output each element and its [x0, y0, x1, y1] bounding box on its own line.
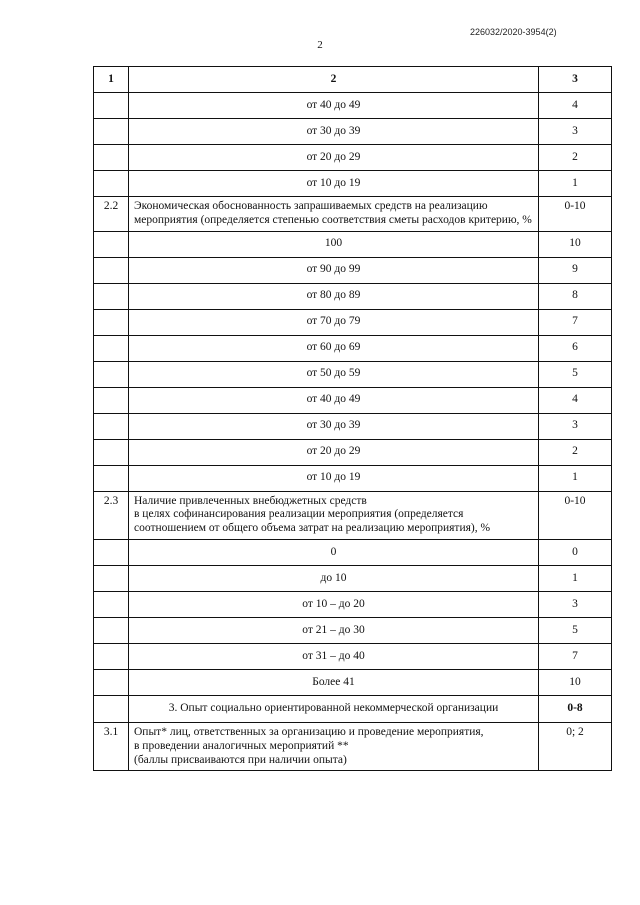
table-header-row	[94, 67, 612, 93]
score-cell: 2	[539, 439, 612, 465]
row-description-cell: от 40 до 49	[129, 93, 539, 119]
row-description-cell: от 30 до 39	[129, 413, 539, 439]
criterion-row	[94, 197, 612, 232]
description-line: в целях софинансирования реализации мероприятия (определяется соотношением от общего объема затрат на реализацию мероприятия), %	[134, 508, 491, 535]
row-description-cell: от 10 до 19	[129, 171, 539, 197]
score-cell: 2	[539, 145, 612, 171]
section-row	[94, 695, 612, 722]
score-cell: 7	[539, 643, 612, 669]
score-cell: 10	[539, 669, 612, 695]
row-description-cell: от 80 до 89	[129, 283, 539, 309]
score-cell: 0	[539, 539, 612, 565]
row-description-cell: от 60 до 69	[129, 335, 539, 361]
score-cell: 8	[539, 283, 612, 309]
row-description-cell: от 30 до 39	[129, 119, 539, 145]
score-cell: 0; 2	[539, 722, 612, 770]
row-description-cell: 0	[129, 539, 539, 565]
row-description-cell: до 10	[129, 565, 539, 591]
table-row	[94, 617, 612, 643]
row-number-cell	[94, 695, 129, 722]
table-row	[94, 361, 612, 387]
score-cell: 9	[539, 257, 612, 283]
row-description-cell: 100	[129, 231, 539, 257]
table-row	[94, 309, 612, 335]
row-number-cell	[94, 539, 129, 565]
row-description-cell: от 10 – до 20	[129, 591, 539, 617]
score-cell: 3	[539, 413, 612, 439]
row-description-cell: от 31 – до 40	[129, 643, 539, 669]
criterion-row	[94, 491, 612, 539]
score-cell: 7	[539, 309, 612, 335]
table-row	[94, 335, 612, 361]
row-description-cell	[129, 491, 539, 539]
row-number-cell	[94, 119, 129, 145]
column-header-1: 1	[94, 67, 129, 93]
row-number-cell	[94, 669, 129, 695]
document-id: 226032/2020-3954(2)	[470, 27, 557, 37]
row-number-cell	[94, 171, 129, 197]
page-number: 2	[317, 39, 323, 51]
table-row	[94, 413, 612, 439]
table-row	[94, 591, 612, 617]
row-number-cell	[94, 591, 129, 617]
row-number-cell: 3.1	[94, 722, 129, 770]
criteria-table-body	[94, 67, 612, 771]
row-number-cell	[94, 93, 129, 119]
row-description-cell: от 50 до 59	[129, 361, 539, 387]
row-number-cell	[94, 439, 129, 465]
table-row	[94, 539, 612, 565]
row-number-cell	[94, 617, 129, 643]
table-row	[94, 439, 612, 465]
row-number-cell	[94, 257, 129, 283]
score-cell: 1	[539, 565, 612, 591]
row-number-cell	[94, 309, 129, 335]
score-cell: 0-8	[539, 695, 612, 722]
row-number-cell: 2.2	[94, 197, 129, 232]
score-cell: 5	[539, 617, 612, 643]
score-cell: 1	[539, 465, 612, 491]
row-description-cell	[129, 197, 539, 232]
score-cell: 10	[539, 231, 612, 257]
table-row	[94, 145, 612, 171]
column-header-2: 2	[129, 67, 539, 93]
row-number-cell	[94, 361, 129, 387]
description-line: в проведении аналогичных мероприятий **	[134, 739, 349, 752]
score-cell: 3	[539, 119, 612, 145]
score-cell: 0-10	[539, 491, 612, 539]
table-row	[94, 565, 612, 591]
description-line: (баллы присваиваются при наличии опыта)	[134, 753, 347, 766]
row-description-cell: от 10 до 19	[129, 465, 539, 491]
row-number-cell	[94, 643, 129, 669]
table-row	[94, 231, 612, 257]
score-cell: 4	[539, 93, 612, 119]
row-number-cell	[94, 387, 129, 413]
criterion-row	[94, 722, 612, 770]
row-description-cell	[129, 722, 539, 770]
table-row	[94, 387, 612, 413]
row-number-cell	[94, 283, 129, 309]
row-number-cell: 2.3	[94, 491, 129, 539]
table-row	[94, 643, 612, 669]
row-description-cell: Более 41	[129, 669, 539, 695]
row-number-cell	[94, 565, 129, 591]
criteria-table	[93, 66, 612, 771]
table-row	[94, 93, 612, 119]
row-number-cell	[94, 413, 129, 439]
table-row	[94, 283, 612, 309]
description-line: Опыт* лиц, ответственных за организацию и проведение мероприятия,	[134, 725, 484, 738]
row-description-cell: от 90 до 99	[129, 257, 539, 283]
row-description-cell: от 70 до 79	[129, 309, 539, 335]
column-header-3: 3	[539, 67, 612, 93]
table-row	[94, 669, 612, 695]
score-cell: 3	[539, 591, 612, 617]
score-cell: 6	[539, 335, 612, 361]
row-description-cell: 3. Опыт социально ориентированной некоммерческой организации	[129, 695, 539, 722]
table-row	[94, 257, 612, 283]
score-cell: 5	[539, 361, 612, 387]
table-row	[94, 171, 612, 197]
table-row	[94, 465, 612, 491]
row-number-cell	[94, 335, 129, 361]
row-description-cell: от 20 до 29	[129, 145, 539, 171]
description-line: Наличие привлеченных внебюджетных средств	[134, 494, 367, 507]
row-description-cell: от 21 – до 30	[129, 617, 539, 643]
score-cell: 1	[539, 171, 612, 197]
table-row	[94, 119, 612, 145]
description-line: Экономическая обоснованность запрашиваемых средств на реализацию мероприятия (определяется степенью соответствия сметы расходов критерию, %	[134, 200, 532, 226]
row-description-cell: от 20 до 29	[129, 439, 539, 465]
row-number-cell	[94, 231, 129, 257]
score-cell: 0-10	[539, 197, 612, 232]
row-description-cell: от 40 до 49	[129, 387, 539, 413]
row-number-cell	[94, 145, 129, 171]
score-cell: 4	[539, 387, 612, 413]
row-number-cell	[94, 465, 129, 491]
